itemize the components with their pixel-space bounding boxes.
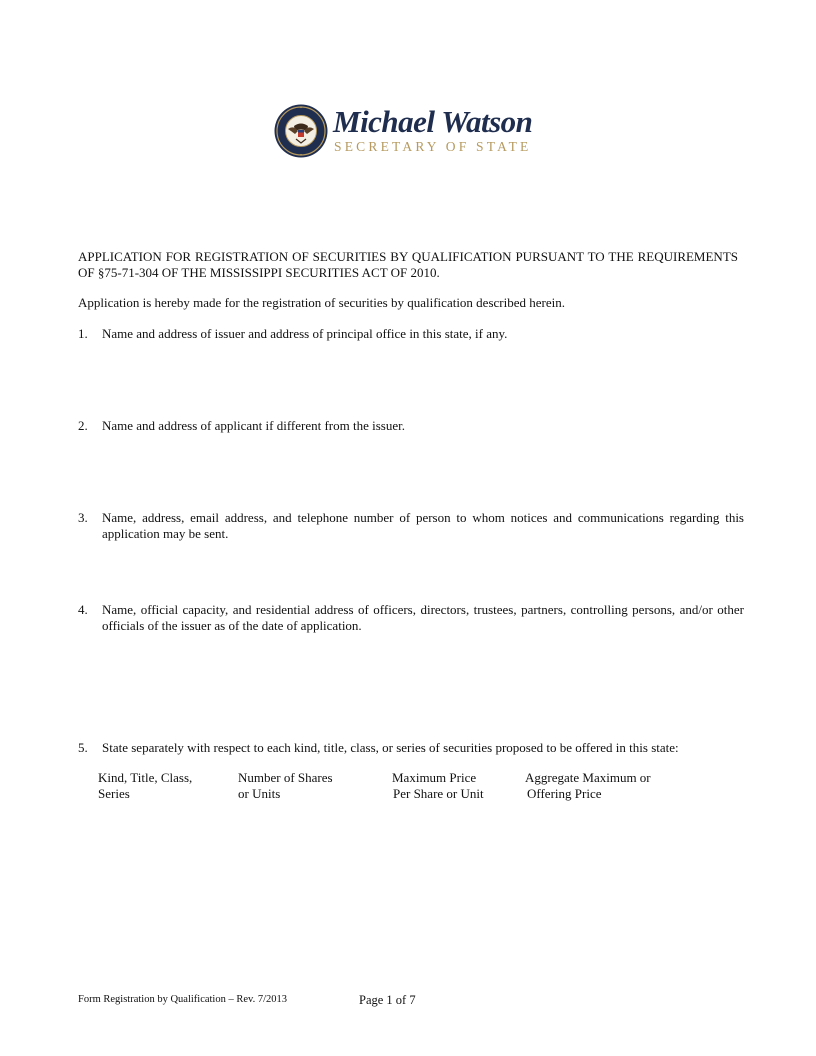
item-number: 5. — [78, 740, 88, 755]
item-text: Name and address of issuer and address of principal office in this state, if any. — [102, 326, 508, 341]
page-number: Page 1 of 7 — [359, 993, 416, 1007]
footer-form-id: Form Registration by Qualification – Rev. 7/2013 — [78, 994, 288, 1005]
header-subtitle: SECRETARY OF STATE — [334, 139, 532, 154]
item-number: 4. — [78, 602, 88, 617]
column-header-line: Offering Price — [527, 786, 602, 801]
column-header-line: Kind, Title, Class, — [98, 770, 193, 785]
column-header-shares — [238, 770, 333, 802]
intro-paragraph: Application is hereby made for the registration of securities by qualification described herein. — [78, 295, 565, 310]
document-title: APPLICATION FOR REGISTRATION OF SECURITIES BY QUALIFICATION PURSUANT TO THE REQUIREMENTS OF §75-71-304 OF THE MISSISSIPPI SECURITIES ACT OF 2010. — [78, 249, 738, 280]
list-item — [78, 418, 744, 434]
column-header-line: or Units — [238, 786, 281, 801]
secretary-of-state-logo — [274, 104, 546, 158]
column-header-kind — [98, 770, 192, 802]
column-header-line: Aggregate Maximum or — [525, 770, 651, 785]
column-header-max-price — [392, 770, 484, 802]
list-item — [78, 326, 744, 342]
column-header-line: Maximum Price — [392, 770, 477, 785]
item-number: 3. — [78, 510, 88, 525]
list-item — [78, 510, 744, 542]
item-text: Name, official capacity, and residential address of officers, directors, trustees, partners, controlling persons, and/or other officials of the issuer as of the date of application. — [102, 602, 744, 633]
list-item — [78, 740, 744, 756]
item-text: Name and address of applicant if different from the issuer. — [102, 418, 405, 433]
column-header-line: Number of Shares — [238, 770, 333, 785]
column-header-line: Series — [98, 786, 130, 801]
item-text: State separately with respect to each kind, title, class, or series of securities proposed to be offered in this state: — [102, 740, 679, 755]
column-header-line: Per Share or Unit — [393, 786, 484, 801]
header-name: Michael Watson — [333, 104, 533, 139]
column-header-aggregate — [525, 770, 651, 802]
mississippi-state-seal-icon — [274, 104, 328, 158]
item-text: Name, address, email address, and telephone number of person to whom notices and communications regarding this application may be sent. — [102, 510, 744, 541]
list-item — [78, 602, 744, 634]
item-number: 1. — [78, 326, 88, 341]
item-number: 2. — [78, 418, 88, 433]
